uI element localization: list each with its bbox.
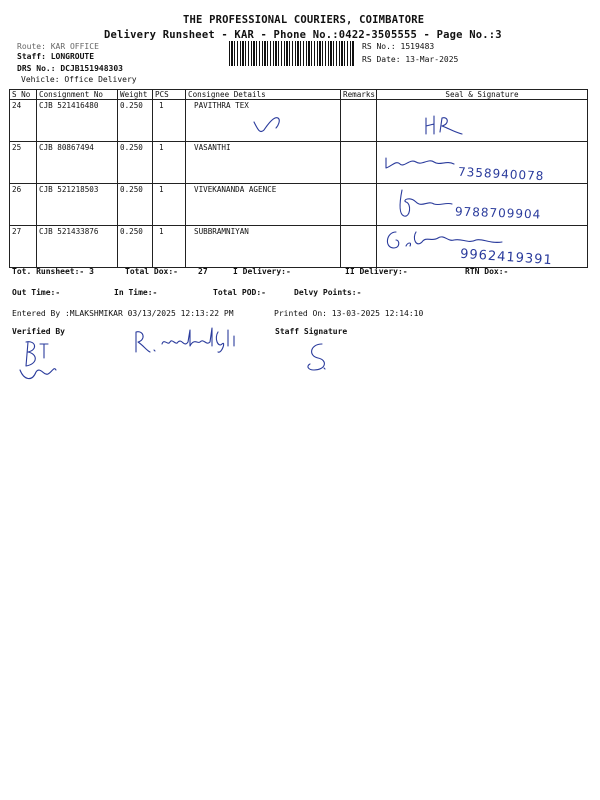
cell-consignment: CJB 521433876 xyxy=(37,226,118,268)
total-dox-label: Total Dox:- xyxy=(125,267,178,276)
cell-weight: 0.250 xyxy=(118,226,153,268)
entered-by: Entered By :MLAKSHMIKAR 03/13/2025 12:13:22 PM xyxy=(12,309,234,318)
cell-pcs: 1 xyxy=(153,100,186,142)
tot-runsheet: Tot. Runsheet:- 3 xyxy=(12,267,94,276)
cell-remarks xyxy=(341,142,377,184)
cell-remarks xyxy=(341,226,377,268)
printed-on: Printed On: 13-03-2025 12:14:10 xyxy=(274,309,424,318)
cell-pcs: 1 xyxy=(153,226,186,268)
total-dox-value: 27 xyxy=(198,267,208,276)
verified-by-label: Verified By xyxy=(12,327,65,336)
header-sno: S No xyxy=(10,90,37,100)
cell-seal xyxy=(377,100,588,142)
cell-pcs: 1 xyxy=(153,142,186,184)
handwritten-phone-27: 9962419391 xyxy=(459,246,554,269)
cell-consignee: PAVITHRA TEX xyxy=(186,100,341,142)
cell-sno: 26 xyxy=(10,184,37,226)
cell-consignment: CJB 521218503 xyxy=(37,184,118,226)
signature-row-27 xyxy=(382,226,512,256)
cell-sno: 24 xyxy=(10,100,37,142)
header-pcs: PCS xyxy=(153,90,186,100)
ii-delivery: II Delivery:- xyxy=(345,267,408,276)
total-pod: Total POD:- xyxy=(213,288,266,297)
cell-remarks xyxy=(341,184,377,226)
cell-sno: 27 xyxy=(10,226,37,268)
cell-consignee: VASANTHI xyxy=(186,142,341,184)
rtn-dox: RTN Dox:- xyxy=(465,267,509,276)
cell-consignee: SUBBRAMNIYAN xyxy=(186,226,341,268)
i-delivery: I Delivery:- xyxy=(233,267,291,276)
rs-date: RS Date: 13-Mar-2025 xyxy=(362,55,459,64)
cell-weight: 0.250 xyxy=(118,142,153,184)
out-time: Out Time:- xyxy=(12,288,61,297)
signature-row-24-seal xyxy=(422,112,472,140)
header-consignee-details: Consignee Details xyxy=(186,90,341,100)
signature-row-24-tick xyxy=(250,110,290,140)
cell-remarks xyxy=(341,100,377,142)
runsheet-subtitle: Delivery Runsheet - KAR - Phone No.:0422-3505555 - Page No.:3 xyxy=(104,29,502,41)
in-time: In Time:- xyxy=(114,288,158,297)
header-weight: Weight xyxy=(118,90,153,100)
cell-consignment: CJB 521416480 xyxy=(37,100,118,142)
staff-signature-label: Staff Signature xyxy=(275,327,348,336)
signature-row-25 xyxy=(382,152,462,174)
staff-signature xyxy=(300,340,336,376)
rs-number: RS No.: 1519483 xyxy=(362,42,435,51)
cell-weight: 0.250 xyxy=(118,100,153,142)
cell-consignee: VIVEKANANDA AGENCE xyxy=(186,184,341,226)
drs-number: DRS No.: DCJB151948303 xyxy=(17,64,123,73)
header-seal-signature: Seal & Signature xyxy=(377,90,588,100)
handwritten-name-signature xyxy=(130,324,250,358)
cell-sno: 25 xyxy=(10,142,37,184)
route-label: Route: KAR OFFICE xyxy=(17,42,99,51)
cell-weight: 0.250 xyxy=(118,184,153,226)
signature-row-26 xyxy=(396,186,456,222)
handwritten-phone-26: 9788709904 xyxy=(454,204,542,222)
header-consignment-no: Consignment No xyxy=(37,90,118,100)
handwritten-phone-25: 7358940078 xyxy=(457,164,545,184)
table-header-row xyxy=(10,90,588,100)
cell-consignment: CJB 80867494 xyxy=(37,142,118,184)
cell-pcs: 1 xyxy=(153,184,186,226)
vehicle-label: Vehicle: Office Delivery xyxy=(21,75,137,84)
staff-label: Staff: LONGROUTE xyxy=(17,52,95,61)
header-remarks: Remarks xyxy=(341,90,377,100)
table-row xyxy=(10,100,588,142)
company-title: THE PROFESSIONAL COURIERS, COIMBATORE xyxy=(183,14,425,26)
delvy-points: Delvy Points:- xyxy=(294,288,362,297)
barcode xyxy=(229,41,355,66)
verified-by-signature xyxy=(14,336,60,386)
